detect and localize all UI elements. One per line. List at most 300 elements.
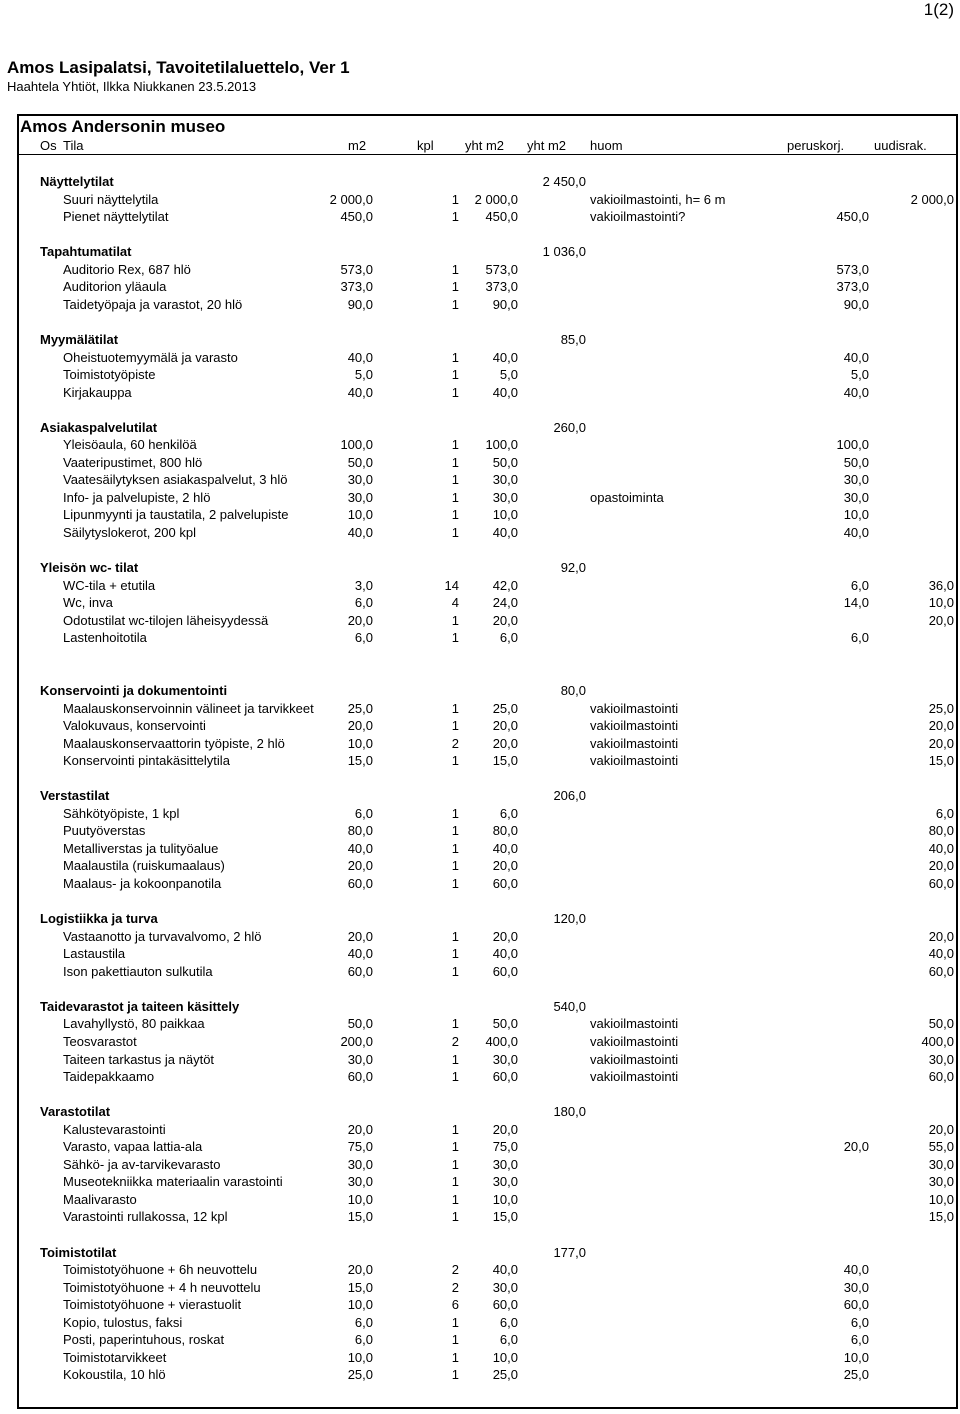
table-row: [0, 822, 960, 840]
table-row: [0, 700, 960, 718]
renovation-m2: 40,0: [843, 1262, 869, 1277]
space-name: Vaateripustimet, 800 hlö: [63, 455, 203, 470]
area-m2: 30,0: [347, 1174, 373, 1189]
table-row: [0, 506, 960, 524]
quantity: 1: [451, 1122, 459, 1137]
table-row: [0, 296, 960, 314]
page-number: 1(2): [923, 0, 954, 19]
total-m2: 573,0: [485, 262, 518, 277]
space-name: Toimistotyöhuone + vierastuolit: [63, 1297, 242, 1312]
quantity: 1: [451, 841, 459, 856]
section-total: 92,0: [560, 560, 586, 575]
space-name: Toimistotarvikkeet: [63, 1350, 167, 1365]
table-row: [0, 349, 960, 367]
quantity: 1: [451, 1350, 459, 1365]
space-name: Maalaustila (ruiskumaalaus): [63, 858, 225, 873]
quantity: 1: [451, 297, 459, 312]
space-name: Kalustevarastointi: [63, 1122, 166, 1137]
col-kpl: kpl: [417, 138, 434, 153]
area-m2: 3,0: [354, 578, 373, 593]
total-m2: 50,0: [492, 455, 518, 470]
total-m2: 20,0: [492, 1122, 518, 1137]
quantity: 2: [451, 1262, 459, 1277]
museum-heading: Amos Andersonin museo: [20, 117, 226, 136]
area-m2: 10,0: [347, 1192, 373, 1207]
total-m2: 400,0: [485, 1034, 518, 1049]
area-m2: 60,0: [347, 964, 373, 979]
space-name: Maalivarasto: [63, 1192, 137, 1207]
space-name: Sähkö- ja av-tarvikevarasto: [63, 1157, 221, 1172]
quantity: 2: [451, 1280, 459, 1295]
area-m2: 100,0: [340, 437, 373, 452]
renovation-m2: 20,0: [843, 1139, 869, 1154]
area-m2: 20,0: [347, 929, 373, 944]
space-name: Toimistotyöhuone + 6h neuvottelu: [63, 1262, 258, 1277]
area-m2: 50,0: [347, 1016, 373, 1031]
table-row: [0, 1051, 960, 1069]
quantity: 1: [451, 455, 459, 470]
renovation-m2: 373,0: [836, 279, 869, 294]
total-m2: 60,0: [492, 964, 518, 979]
section-row: [0, 331, 960, 349]
area-m2: 30,0: [347, 1157, 373, 1172]
table-row: [0, 384, 960, 402]
quantity: 1: [451, 490, 459, 505]
quantity: 1: [451, 1174, 459, 1189]
table-row: [0, 1156, 960, 1174]
renovation-m2: 30,0: [843, 490, 869, 505]
quantity: 1: [451, 718, 459, 733]
quantity: 1: [451, 806, 459, 821]
space-name: Maalauskonservoinnin välineet ja tarvikkeet: [63, 701, 314, 716]
space-name: Vastaanotto ja turvavalvomo, 2 hlö: [63, 929, 262, 944]
quantity: 1: [451, 262, 459, 277]
note: vakioilmastointi: [590, 718, 679, 733]
table-row: [0, 208, 960, 226]
table-row: [0, 928, 960, 946]
quantity: 1: [451, 929, 459, 944]
quantity: 1: [451, 1367, 459, 1382]
space-name: WC-tila + etutila: [63, 578, 156, 593]
table-row: [0, 1349, 960, 1367]
area-m2: 10,0: [347, 736, 373, 751]
section-name: Näyttelytilat: [40, 174, 114, 189]
renovation-m2: 50,0: [843, 455, 869, 470]
area-m2: 10,0: [347, 1350, 373, 1365]
area-m2: 6,0: [354, 1332, 373, 1347]
quantity: 1: [451, 858, 459, 873]
total-m2: 30,0: [492, 472, 518, 487]
quantity: 14: [444, 578, 459, 593]
total-m2: 60,0: [492, 1297, 518, 1312]
space-name: Taiteen tarkastus ja näytöt: [63, 1052, 215, 1067]
renovation-m2: 573,0: [836, 262, 869, 277]
total-m2: 6,0: [499, 806, 518, 821]
section-row: [0, 682, 960, 700]
section-total: 2 450,0: [542, 174, 586, 189]
area-m2: 75,0: [347, 1139, 373, 1154]
newbuild-m2: 80,0: [928, 823, 954, 838]
table-row: [0, 857, 960, 875]
section-row: [0, 173, 960, 191]
newbuild-m2: 40,0: [928, 946, 954, 961]
area-m2: 450,0: [340, 209, 373, 224]
note: vakioilmastointi: [590, 1016, 679, 1031]
renovation-m2: 40,0: [843, 350, 869, 365]
space-name: Maalauskonservaattorin työpiste, 2 hlö: [63, 736, 285, 751]
section-row: [0, 243, 960, 261]
total-m2: 30,0: [492, 1157, 518, 1172]
header-divider: [19, 154, 957, 155]
area-m2: 20,0: [347, 718, 373, 733]
col-tila: Tila: [63, 138, 84, 153]
section-total: 120,0: [553, 911, 586, 926]
space-name: Säilytyslokerot, 200 kpl: [63, 525, 196, 540]
section-row: [0, 419, 960, 437]
total-m2: 20,0: [492, 718, 518, 733]
total-m2: 6,0: [499, 630, 518, 645]
renovation-m2: 90,0: [843, 297, 869, 312]
section-row: [0, 787, 960, 805]
space-name: Teosvarastot: [63, 1034, 137, 1049]
note: vakioilmastointi: [590, 753, 679, 768]
space-name: Taidetyöpaja ja varastot, 20 hlö: [63, 297, 243, 312]
area-m2: 40,0: [347, 525, 373, 540]
section-name: Verstastilat: [40, 788, 110, 803]
section-name: Yleisön wc- tilat: [40, 560, 139, 575]
quantity: 6: [451, 1297, 459, 1312]
section-total: 1 036,0: [542, 244, 586, 259]
section-name: Taidevarastot ja taiteen käsittely: [40, 999, 240, 1014]
quantity: 1: [451, 192, 459, 207]
document-subtitle: Haahtela Yhtiöt, Ilkka Niukkanen 23.5.2013: [7, 79, 257, 94]
table-row: [0, 1033, 960, 1051]
quantity: 1: [451, 472, 459, 487]
renovation-m2: 6,0: [850, 578, 869, 593]
table-row: [0, 1261, 960, 1279]
quantity: 1: [451, 753, 459, 768]
renovation-m2: 6,0: [850, 1332, 869, 1347]
col-peruskorj: peruskorj.: [787, 138, 845, 153]
space-name: Auditorion yläaula: [63, 279, 167, 294]
total-m2: 60,0: [492, 876, 518, 891]
space-name: Museotekniikka materiaalin varastointi: [63, 1174, 283, 1189]
col-m2: m2: [348, 138, 367, 153]
note: vakioilmastointi: [590, 1052, 679, 1067]
table-row: [0, 805, 960, 823]
quantity: 1: [451, 630, 459, 645]
space-name: Yleisöaula, 60 henkilöä: [63, 437, 197, 452]
area-m2: 15,0: [347, 753, 373, 768]
total-m2: 100,0: [485, 437, 518, 452]
quantity: 1: [451, 1209, 459, 1224]
section-name: Toimistotilat: [40, 1245, 117, 1260]
table-row: [0, 875, 960, 893]
area-m2: 50,0: [347, 455, 373, 470]
renovation-m2: 5,0: [850, 367, 869, 382]
col-yht-m2: yht m2: [465, 138, 505, 153]
quantity: 1: [451, 1069, 459, 1084]
area-m2: 200,0: [340, 1034, 373, 1049]
table-row: [0, 1331, 960, 1349]
area-m2: 10,0: [347, 507, 373, 522]
section-total: 80,0: [560, 683, 586, 698]
section-row: [0, 998, 960, 1016]
section-name: Varastotilat: [40, 1104, 111, 1119]
total-m2: 40,0: [492, 841, 518, 856]
table-row: [0, 594, 960, 612]
area-m2: 373,0: [340, 279, 373, 294]
section-name: Asiakaspalvelutilat: [40, 420, 158, 435]
quantity: 1: [451, 1139, 459, 1154]
area-m2: 40,0: [347, 946, 373, 961]
col-uudisrak: uudisrak.: [874, 138, 927, 153]
renovation-m2: 25,0: [843, 1367, 869, 1382]
quantity: 1: [451, 525, 459, 540]
table-row: [0, 612, 960, 630]
space-name: Odotustilat wc-tilojen läheisyydessä: [63, 613, 269, 628]
total-m2: 20,0: [492, 613, 518, 628]
note: vakioilmastointi: [590, 1069, 679, 1084]
total-m2: 30,0: [492, 1052, 518, 1067]
table-row: [0, 261, 960, 279]
total-m2: 10,0: [492, 1350, 518, 1365]
table-row: [0, 1279, 960, 1297]
quantity: 1: [451, 367, 459, 382]
renovation-m2: 40,0: [843, 385, 869, 400]
total-m2: 6,0: [499, 1315, 518, 1330]
area-m2: 20,0: [347, 1262, 373, 1277]
area-m2: 6,0: [354, 595, 373, 610]
space-name: Oheistuotemyymälä ja varasto: [63, 350, 238, 365]
quantity: 1: [451, 1192, 459, 1207]
total-m2: 2 000,0: [474, 192, 518, 207]
section-total: 540,0: [553, 999, 586, 1014]
table-row: [0, 436, 960, 454]
quantity: 1: [451, 1157, 459, 1172]
newbuild-m2: 40,0: [928, 841, 954, 856]
col-yht-m2-section: yht m2: [527, 138, 567, 153]
table-row: [0, 1068, 960, 1086]
renovation-m2: 60,0: [843, 1297, 869, 1312]
table-row: [0, 945, 960, 963]
space-name: Maalaus- ja kokoonpanotila: [63, 876, 222, 891]
newbuild-m2: 6,0: [935, 806, 954, 821]
area-m2: 25,0: [347, 1367, 373, 1382]
newbuild-m2: 400,0: [921, 1034, 954, 1049]
area-m2: 20,0: [347, 858, 373, 873]
note: vakioilmastointi: [590, 1034, 679, 1049]
note: vakioilmastointi?: [590, 209, 686, 224]
total-m2: 80,0: [492, 823, 518, 838]
section-name: Logistiikka ja turva: [40, 911, 158, 926]
section-total: 206,0: [553, 788, 586, 803]
quantity: 1: [451, 946, 459, 961]
note: vakioilmastointi, h= 6 m: [590, 192, 726, 207]
area-m2: 10,0: [347, 1297, 373, 1312]
space-name: Varasto, vapaa lattia-ala: [63, 1139, 203, 1154]
area-m2: 90,0: [347, 297, 373, 312]
newbuild-m2: 20,0: [928, 736, 954, 751]
renovation-m2: 100,0: [836, 437, 869, 452]
total-m2: 40,0: [492, 525, 518, 540]
newbuild-m2: 60,0: [928, 876, 954, 891]
space-name: Wc, inva: [63, 595, 113, 610]
renovation-m2: 40,0: [843, 525, 869, 540]
table-row: [0, 717, 960, 735]
quantity: 1: [451, 1016, 459, 1031]
total-m2: 75,0: [492, 1139, 518, 1154]
table-row: [0, 752, 960, 770]
section-total: 177,0: [553, 1245, 586, 1260]
newbuild-m2: 36,0: [928, 578, 954, 593]
renovation-m2: 6,0: [850, 1315, 869, 1330]
space-name: Toimistotyöhuone + 4 h neuvottelu: [63, 1280, 261, 1295]
space-name: Vaatesäilytyksen asiakaspalvelut, 3 hlö: [63, 472, 288, 487]
total-m2: 25,0: [492, 701, 518, 716]
section-row: [0, 1244, 960, 1262]
area-m2: 40,0: [347, 841, 373, 856]
space-name: Ison pakettiauton sulkutila: [63, 964, 213, 979]
area-m2: 30,0: [347, 1052, 373, 1067]
space-name: Posti, paperintuhous, roskat: [63, 1332, 225, 1347]
table-row: [0, 1314, 960, 1332]
table-row: [0, 1366, 960, 1384]
quantity: 1: [451, 1315, 459, 1330]
area-m2: 40,0: [347, 385, 373, 400]
table-row: [0, 489, 960, 507]
area-m2: 60,0: [347, 876, 373, 891]
space-name: Lastenhoitotila: [63, 630, 147, 645]
newbuild-m2: 60,0: [928, 1069, 954, 1084]
space-name: Lastaustila: [63, 946, 126, 961]
space-name: Kokoustila, 10 hlö: [63, 1367, 166, 1382]
total-m2: 373,0: [485, 279, 518, 294]
area-m2: 30,0: [347, 490, 373, 505]
space-name: Valokuvaus, konservointi: [63, 718, 206, 733]
table-row: [0, 1173, 960, 1191]
area-m2: 40,0: [347, 350, 373, 365]
table-row: [0, 1015, 960, 1033]
newbuild-m2: 20,0: [928, 1122, 954, 1137]
note: opastoiminta: [590, 490, 664, 505]
quantity: 1: [451, 350, 459, 365]
quantity: 4: [451, 595, 459, 610]
col-huom: huom: [590, 138, 623, 153]
area-m2: 6,0: [354, 630, 373, 645]
renovation-m2: 14,0: [843, 595, 869, 610]
area-m2: 20,0: [347, 613, 373, 628]
table-row: [0, 191, 960, 209]
newbuild-m2: 25,0: [928, 701, 954, 716]
area-m2: 30,0: [347, 472, 373, 487]
table-row: [0, 840, 960, 858]
total-m2: 15,0: [492, 1209, 518, 1224]
quantity: 1: [451, 437, 459, 452]
table-row: [0, 1296, 960, 1314]
section-name: Myymälätilat: [40, 332, 119, 347]
renovation-m2: 450,0: [836, 209, 869, 224]
newbuild-m2: 30,0: [928, 1174, 954, 1189]
table-row: [0, 471, 960, 489]
newbuild-m2: 55,0: [928, 1139, 954, 1154]
area-m2: 5,0: [354, 367, 373, 382]
newbuild-m2: 15,0: [928, 1209, 954, 1224]
note: vakioilmastointi: [590, 736, 679, 751]
newbuild-m2: 30,0: [928, 1157, 954, 1172]
total-m2: 60,0: [492, 1069, 518, 1084]
quantity: 2: [451, 1034, 459, 1049]
section-name: Tapahtumatilat: [40, 244, 132, 259]
section-row: [0, 1103, 960, 1121]
space-name: Varastointi rullakossa, 12 kpl: [63, 1209, 228, 1224]
total-m2: 30,0: [492, 490, 518, 505]
quantity: 2: [451, 736, 459, 751]
total-m2: 42,0: [492, 578, 518, 593]
space-name: Kopio, tulostus, faksi: [63, 1315, 183, 1330]
space-name: Taidepakkaamo: [63, 1069, 155, 1084]
newbuild-m2: 50,0: [928, 1016, 954, 1031]
quantity: 1: [451, 209, 459, 224]
quantity: 1: [451, 1052, 459, 1067]
col-os: Os: [40, 138, 57, 153]
total-m2: 24,0: [492, 595, 518, 610]
total-m2: 10,0: [492, 507, 518, 522]
total-m2: 450,0: [485, 209, 518, 224]
section-row: [0, 559, 960, 577]
quantity: 1: [451, 876, 459, 891]
total-m2: 40,0: [492, 385, 518, 400]
table-row: [0, 577, 960, 595]
table-row: [0, 1191, 960, 1209]
total-m2: 30,0: [492, 1174, 518, 1189]
table-row: [0, 278, 960, 296]
section-row: [0, 910, 960, 928]
total-m2: 90,0: [492, 297, 518, 312]
newbuild-m2: 20,0: [928, 718, 954, 733]
area-m2: 25,0: [347, 701, 373, 716]
table-row: [0, 629, 960, 647]
table-row: [0, 454, 960, 472]
newbuild-m2: 10,0: [928, 1192, 954, 1207]
total-m2: 30,0: [492, 1280, 518, 1295]
renovation-m2: 10,0: [843, 1350, 869, 1365]
total-m2: 10,0: [492, 1192, 518, 1207]
space-name: Lavahyllystö, 80 paikkaa: [63, 1016, 205, 1031]
table-row: [0, 1208, 960, 1226]
quantity: 1: [451, 279, 459, 294]
total-m2: 5,0: [499, 367, 518, 382]
area-m2: 6,0: [354, 806, 373, 821]
space-name: Kirjakauppa: [63, 385, 132, 400]
table-row: [0, 963, 960, 981]
area-m2: 2 000,0: [329, 192, 373, 207]
table-row: [0, 735, 960, 753]
note: vakioilmastointi: [590, 701, 679, 716]
space-name: Puutyöverstas: [63, 823, 146, 838]
quantity: 1: [451, 507, 459, 522]
total-m2: 40,0: [492, 946, 518, 961]
space-name: Info- ja palvelupiste, 2 hlö: [63, 490, 211, 505]
total-m2: 25,0: [492, 1367, 518, 1382]
area-m2: 15,0: [347, 1280, 373, 1295]
section-total: 85,0: [560, 332, 586, 347]
table-row: [0, 1138, 960, 1156]
quantity: 1: [451, 1332, 459, 1347]
quantity: 1: [451, 385, 459, 400]
space-name: Sähkötyöpiste, 1 kpl: [63, 806, 180, 821]
total-m2: 20,0: [492, 929, 518, 944]
